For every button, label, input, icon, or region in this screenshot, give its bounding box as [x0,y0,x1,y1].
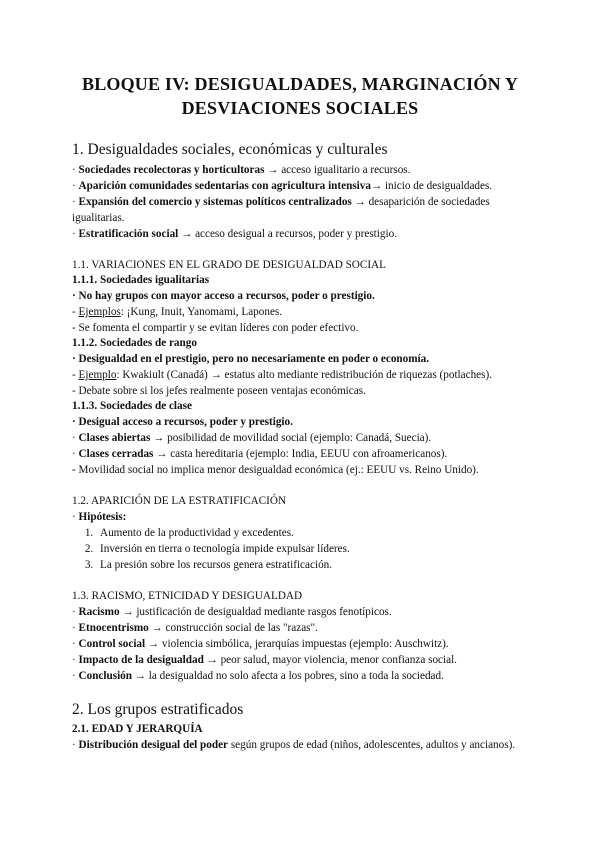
s112-example: - Ejemplo: Kwakiult (Canadá) → estatus alto mediante redistribución de riquezas (potlaches). [72,369,493,381]
s113-bold-line: · Desigual acceso a recursos, poder y prestigio. [72,416,293,428]
section-1-1-3-heading: 1.1.3. Sociedades de clase [72,400,192,412]
s13-item-5: · Conclusión → la desigualdad no solo afecta a los pobres, sino a toda la sociedad. [72,670,444,682]
section-1-2-heading: 1.2. APARICIÓN DE LA ESTRATIFICACIÓN [72,495,287,507]
s21-item-1: · Distribución desigual del poder según grupos de edad (niños, adolescentes, adultos y ancianos). [72,739,516,751]
s1-item-2: · Aparición comunidades sedentarias con agricultura intensiva→ inicio de desigualdades. [72,180,493,192]
title-line-2: DESVIACIONES SOCIALES [181,98,419,118]
section-1-3-heading: 1.3. RACISMO, ETNICIDAD Y DESIGUALDAD [72,590,303,602]
list-item: 2. Inversión en tierra o tecnología impide expulsar líderes. [96,541,528,557]
s112-note: - Debate sobre si los jefes realmente poseen ventajas económicas. [72,385,366,397]
s12-hypothesis-label: · Hipótesis: [72,511,127,523]
s13-item-3: · Control social → violencia simbólica, jerarquías impuestas (ejemplo: Auschwitz). [72,638,449,650]
page-title [72,72,528,120]
section-2-heading: 2. Los grupos estratificados [72,701,244,718]
s1-item-4: · Estratificación social → acceso desigual a recursos, poder y prestigio. [72,228,397,240]
s113-note: - Movilidad social no implica menor desigualdad económica (ej.: EEUU vs. Reino Unido). [72,464,479,476]
list-item: 3. La presión sobre los recursos genera estratificación. [96,557,528,573]
section-2-1-heading: 2.1. EDAD Y JERARQUÍA [72,723,203,735]
section-1-1-heading: 1.1. VARIACIONES EN EL GRADO DE DESIGUALDAD SOCIAL [72,259,386,271]
s12-hypothesis-list [72,525,528,573]
s111-example: - Ejemplos: ¡Kung, Inuit, Yanomami, Lapones. [72,306,283,318]
section-1-1-2-heading: 1.1.2. Sociedades de rango [72,337,197,349]
section-1-heading: 1. Desigualdades sociales, económicas y culturales [72,141,388,158]
s112-bold-line: · Desigualdad en el prestigio, pero no necesariamente en poder o economía. [72,353,430,365]
s13-item-4: · Impacto de la desigualdad → peor salud, mayor violencia, menor confianza social. [72,654,457,666]
s1-item-1: · Sociedades recolectoras y horticultoras → acceso igualitario a recursos. [72,164,411,176]
s113-item-2: · Clases cerradas → casta hereditaria (ejemplo: India, EEUU con afroamericanos). [72,448,448,460]
list-item: 1. Aumento de la productividad y excedentes. [96,525,528,541]
s13-item-2: · Etnocentrismo → construcción social de las "razas". [72,622,318,634]
title-line-1: BLOQUE IV: DESIGUALDADES, MARGINACIÓN Y [81,74,519,94]
s111-note: - Se fomenta el compartir y se evitan líderes con poder efectivo. [72,322,359,334]
s1-item-3: · Expansión del comercio y sistemas políticos centralizados → desaparición de sociedades igualitarias. [72,196,490,224]
s113-item-1: · Clases abiertas → posibilidad de movilidad social (ejemplo: Canadá, Suecia). [72,432,432,444]
s13-item-1: · Racismo → justificación de desigualdad mediante rasgos fenotípicos. [72,606,392,618]
section-1-1-1-heading: 1.1.1. Sociedades igualitarias [72,274,210,286]
s111-bold-line: · No hay grupos con mayor acceso a recursos, poder o prestigio. [72,290,375,302]
